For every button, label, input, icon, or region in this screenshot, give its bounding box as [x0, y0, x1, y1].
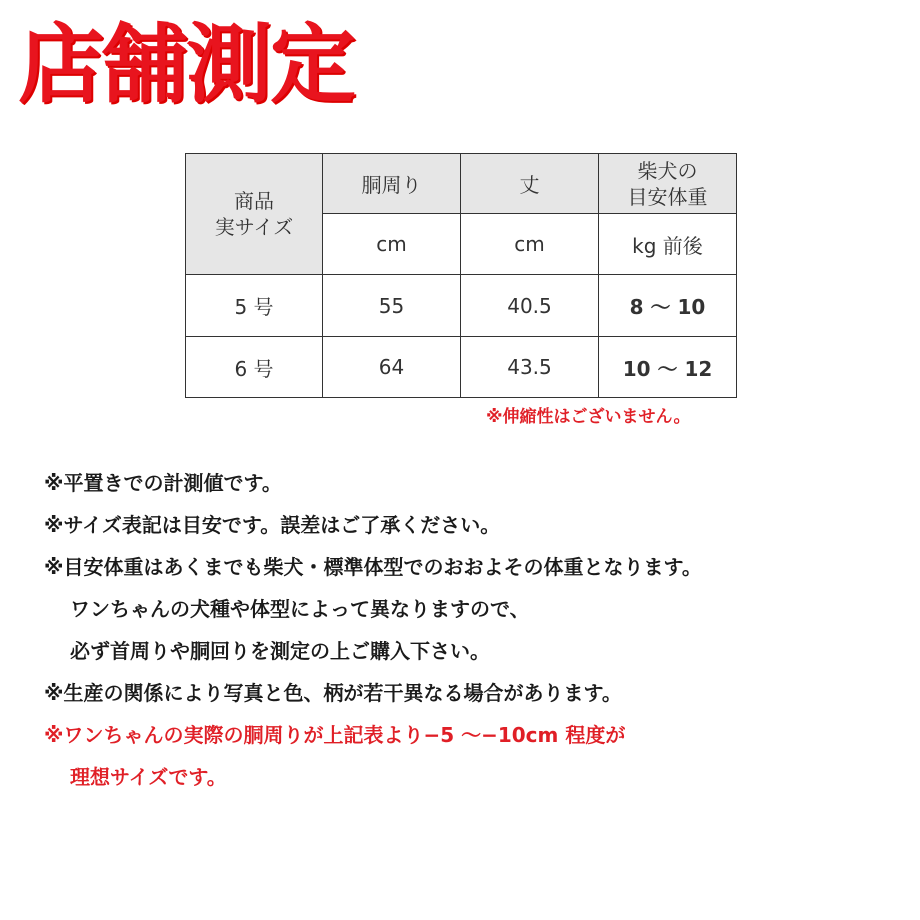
row-size: 5 号: [186, 275, 323, 337]
row-waist: 64: [323, 337, 461, 398]
row-length: 40.5: [461, 275, 599, 337]
header-product-line2: 実サイズ: [214, 215, 294, 239]
row-weight: 8 〜 10: [599, 275, 737, 337]
size-table: [185, 153, 737, 398]
row-size: 6 号: [186, 337, 323, 398]
unit-waist: cm: [323, 214, 461, 275]
stretch-note: ※伸縮性はございません。: [486, 407, 691, 427]
note-line: ※サイズ表記は目安です。誤差はご了承ください。: [44, 513, 501, 537]
note-line-red: ※ワンちゃんの実際の胴周りが上記表より−5 〜−10cm 程度が: [44, 723, 626, 747]
unit-length: cm: [461, 214, 599, 275]
row-weight: 10 〜 12: [599, 337, 737, 398]
header-weight-line1: 柴犬の: [637, 158, 698, 183]
note-line-red: 理想サイズです。: [70, 765, 227, 789]
header-length: 丈: [461, 154, 599, 214]
row-length: 43.5: [461, 337, 599, 398]
row-waist: 55: [323, 275, 461, 337]
note-line: ※平置きでの計測値です。: [44, 471, 282, 495]
notes-list: [44, 462, 904, 798]
header-waist: 胴周り: [323, 154, 461, 214]
table-row: [186, 275, 737, 337]
header-weight-line2: 目安体重: [627, 184, 708, 209]
note-line: ワンちゃんの犬種や体型によって異なりますので、: [70, 597, 530, 621]
unit-weight: kg 前後: [599, 214, 737, 275]
header-product-line1: 商品: [234, 189, 274, 213]
note-line: 必ず首周りや胴回りを測定の上ご購入下さい。: [70, 639, 490, 663]
note-line: ※目安体重はあくまでも柴犬・標準体型でのおおよその体重となります。: [44, 555, 702, 579]
note-line: ※生産の関係により写真と色、柄が若干異なる場合があります。: [44, 681, 622, 705]
header-weight: [599, 154, 737, 214]
table-row: [186, 337, 737, 398]
page-title: 店舗測定: [18, 15, 354, 115]
header-product-size: [186, 154, 323, 275]
